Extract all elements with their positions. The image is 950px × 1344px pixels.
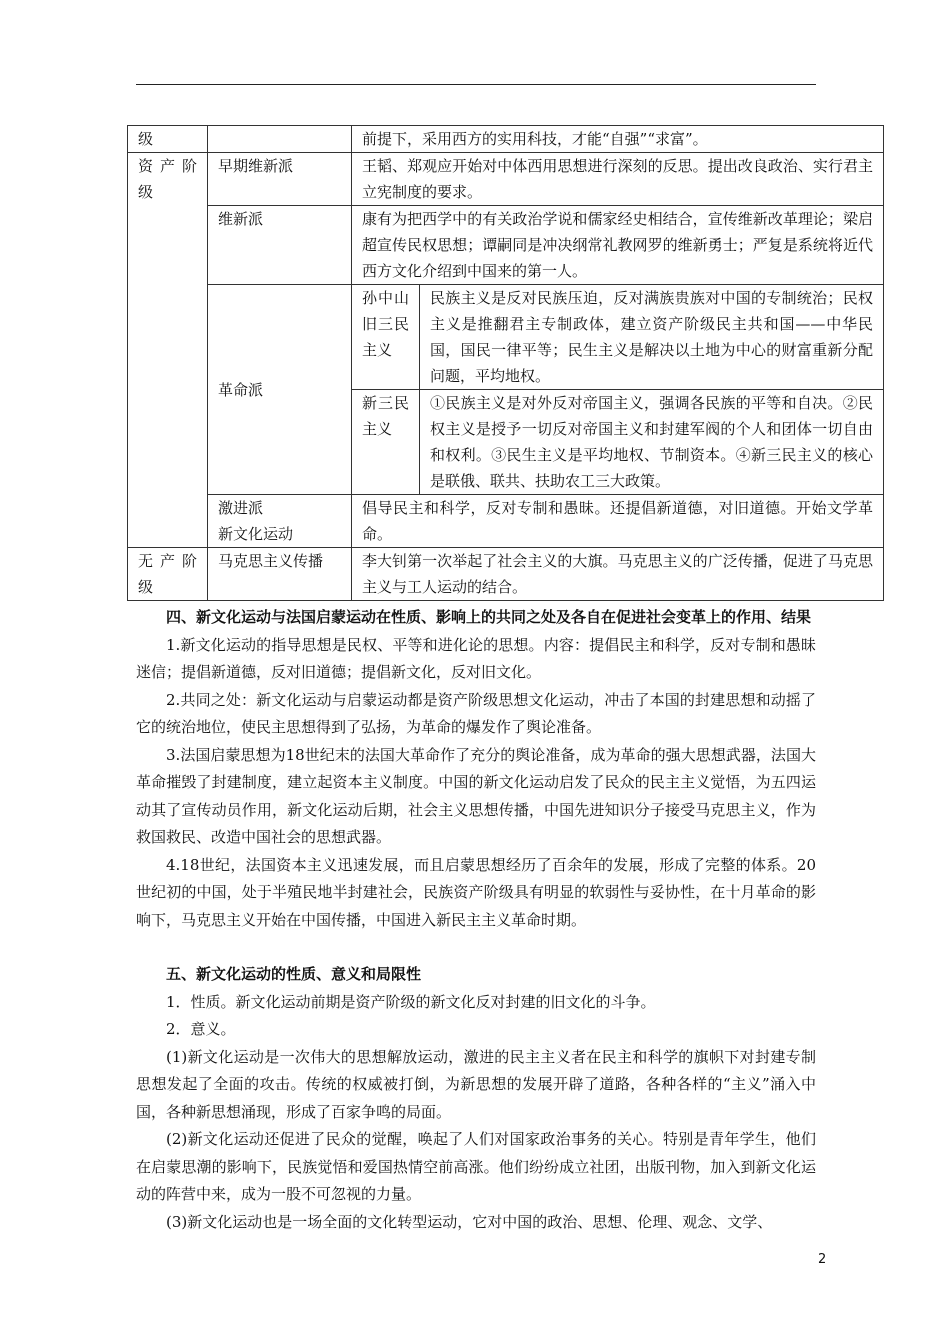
class-cell: 资 产 阶 级 — [128, 153, 208, 548]
content-cell: 民族主义是反对民族压迫，反对满族贵族对中国的专制统治；民权主义是推翻君主专制政体，建立资产阶级民主共和国——中华民国，国民一律平等；民生主义是解决以土地为中心的财富重新分配问题，平均地权。 — [420, 285, 884, 390]
content-cell: 康有为把西学中的有关政治学说和儒家经史相结合，宣传维新改革理论；梁启超宣传民权思想；谭嗣同是冲决纲常礼教网罗的维新勇士；严复是系统将近代西方文化介绍到中国来的第一人。 — [352, 206, 884, 285]
section-heading: 四、新文化运动与法国启蒙运动在性质、影响上的共同之处及各自在促进社会变革上的作用、结果 — [166, 608, 812, 626]
faction-line: 激进派 — [218, 499, 264, 517]
table-row — [128, 495, 884, 548]
history-table — [127, 125, 884, 601]
doctrine-label-cell: 孙中山旧三民主义 — [352, 285, 420, 390]
content-cell: ①民族主义是对外反对帝国主义，强调各民族的平等和自决。②民权主义是授予一切反对帝国主义和封建军阀的个人和团体一切自由和权利。③民生主义是平均地权、节制资本。④新三民主义的核心是联俄、联共、扶助农工三大政策。 — [420, 390, 884, 495]
paragraph: (1)新文化运动是一次伟大的思想解放运动，激进的民主主义者在民主和科学的旗帜下对封建专制思想发起了全面的攻击。传统的权威被打倒，为新思想的发展开辟了道路，各种各样的“主义”涌入中国，各种新思想涌现，形成了百家争鸣的局面。 — [136, 1047, 816, 1121]
table-row — [128, 548, 884, 601]
class-cell: 无 产 阶 级 — [128, 548, 208, 601]
header-rule — [136, 84, 816, 85]
page-number: 2 — [818, 1252, 827, 1267]
class-cell: 级 — [128, 126, 208, 153]
table-row — [128, 126, 884, 153]
paragraph: (2)新文化运动还促进了民众的觉醒，唤起了人们对国家政治事务的关心。特别是青年学生，他们在启蒙思潮的影响下，民族觉悟和爱国热情空前高涨。他们纷纷成立社团，出版刊物，加入到新文化运动的阵营中来，成为一股不可忽视的力量。 — [136, 1130, 816, 1203]
table-row — [128, 206, 884, 285]
paragraph: 1.新文化运动的指导思想是民权、平等和进化论的思想。内容：提倡民主和科学，反对专制和愚昧迷信；提倡新道德，反对旧道德；提倡新文化，反对旧文化。 — [136, 635, 816, 681]
section-heading: 五、新文化运动的性质、意义和局限性 — [166, 965, 422, 983]
faction-cell — [208, 126, 352, 153]
faction-cell: 革命派 — [208, 285, 352, 495]
paragraph: 2.共同之处：新文化运动与启蒙运动都是资产阶级思想文化运动，冲击了本国的封建思想和动摇了它的统治地位，使民主思想得到了弘扬，为革命的爆发作了舆论准备。 — [136, 690, 816, 736]
faction-cell: 马克思主义传播 — [208, 548, 352, 601]
faction-cell: 早期维新派 — [208, 153, 352, 206]
spacer — [136, 934, 816, 961]
content-cell: 前提下，采用西方的实用科技，才能“自强”“求富”。 — [352, 126, 884, 153]
content-cell: 倡导民主和科学，反对专制和愚昧。还提倡新道德，对旧道德。开始文学革命。 — [352, 495, 884, 548]
table-row — [128, 153, 884, 206]
table-row — [128, 285, 884, 390]
paragraph: (3)新文化运动也是一场全面的文化转型运动，它对中国的政治、思想、伦理、观念、文学、 — [166, 1212, 773, 1231]
faction-cell: 维新派 — [208, 206, 352, 285]
faction-cell — [208, 495, 352, 548]
content-cell: 李大钊第一次举起了社会主义的大旗。马克思主义的广泛传播，促进了马克思主义与工人运动的结合。 — [352, 548, 884, 601]
faction-line: 新文化运动 — [218, 525, 294, 543]
paragraph: 2．意义。 — [166, 1020, 236, 1038]
paragraph: 3.法国启蒙思想为18世纪末的法国大革命作了充分的舆论准备，成为革命的强大思想武器，法国大革命摧毁了封建制度，建立起资本主义制度。中国的新文化运动启发了民众的民主主义觉悟，为五四运动其了宣传动员作用，新文化运动后期，社会主义思想传播，中国先进知识分子接受马克思主义，作为救国救民、改造中国社会的思想武器。 — [136, 745, 816, 846]
paragraph: 1．性质。新文化运动前期是资产阶级的新文化反对封建的旧文化的斗争。 — [166, 992, 656, 1011]
paragraph: 4.18世纪，法国资本主义迅速发展，而且启蒙思想经历了百余年的发展，形成了完整的体系。20世纪初的中国，处于半殖民地半封建社会，民族资产阶级具有明显的软弱性与妥协性，在十月革命的影响下，马克思主义开始在中国传播，中国进入新民主主义革命时期。 — [136, 855, 816, 929]
body-text — [136, 604, 816, 1236]
doctrine-label-cell: 新三民主义 — [352, 390, 420, 495]
content-cell: 王韬、郑观应开始对中体西用思想进行深刻的反思。提出改良政治、实行君主立宪制度的要求。 — [352, 153, 884, 206]
